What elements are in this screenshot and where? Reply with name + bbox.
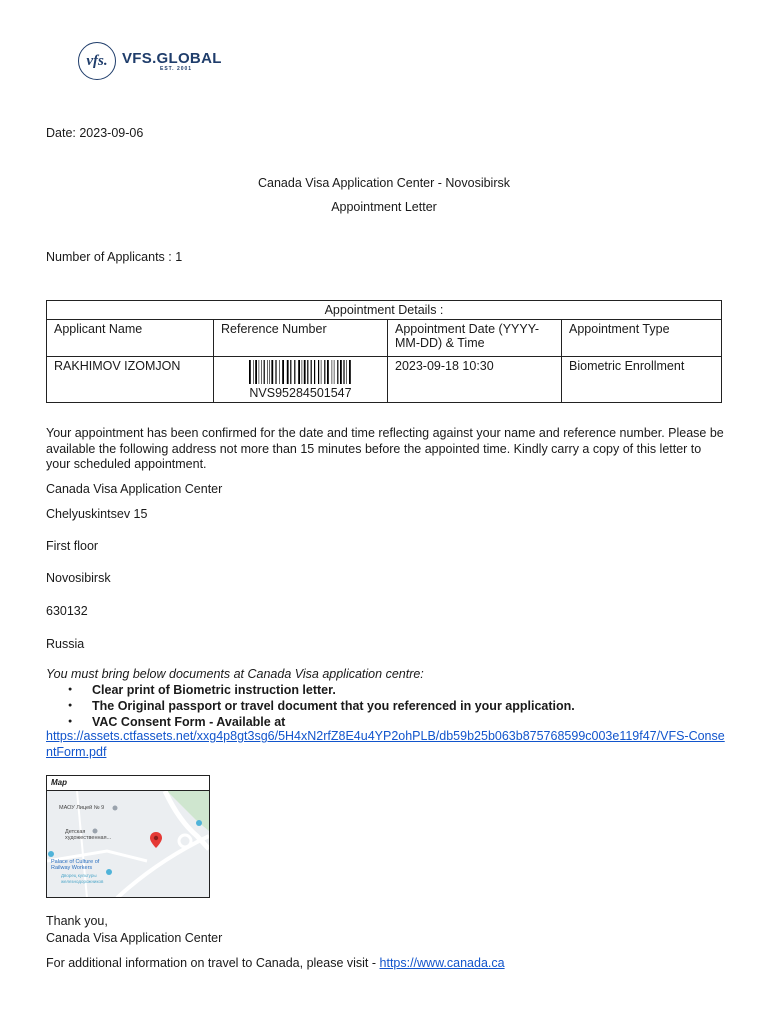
list-item: ● VAC Consent Form - Available at (46, 714, 726, 730)
footer-line (46, 956, 505, 970)
vfs-logo-name: VFS.GLOBAL (122, 50, 222, 67)
header-reference-number: Reference Number (214, 320, 388, 357)
center-title: Canada Visa Application Center - Novosibirsk (258, 176, 510, 190)
consent-form-link[interactable]: https://assets.ctfassets.net/xxg4p8gt3sg6/5H4xN2rfZ8E4u4YP2ohPLB/db59b25b063b875768599c003e119f47/VFS-ConsentForm.pdf (46, 729, 725, 759)
closing-thanks: Thank you, (46, 914, 108, 928)
canada-link[interactable]: https://www.canada.ca (379, 956, 505, 970)
appointment-table (46, 300, 722, 403)
map-place-label: Детская художественная... (65, 829, 112, 841)
address-street: Chelyuskintsev 15 (46, 507, 148, 521)
letter-title: Appointment Letter (331, 200, 437, 214)
documents-list-container (46, 682, 726, 730)
table-caption: Appointment Details : (47, 301, 722, 320)
address-postal: 630132 (46, 604, 88, 618)
location-map[interactable] (46, 775, 210, 898)
vfs-global-logo (78, 42, 222, 80)
consent-form-link-container (46, 729, 726, 760)
address-name: Canada Visa Application Center (46, 482, 223, 496)
map-place-label: Palace of Culture of Railway Workers (51, 859, 100, 871)
map-pin-icon (149, 831, 163, 849)
barcode-icon (249, 360, 353, 384)
cell-appointment-type: Biometric Enrollment (562, 357, 722, 403)
vfs-logo-est: EST. 2001 (160, 66, 193, 72)
cell-applicant-name: RAKHIMOV IZOMJON (47, 357, 214, 403)
footer-text: For additional information on travel to Canada, please visit - (46, 956, 380, 970)
map-place-label: Дворец культуры железнодорожников (61, 873, 104, 884)
vfs-logo-mark: vfs. (78, 42, 116, 80)
table-header-row (47, 320, 722, 357)
closing-signature: Canada Visa Application Center (46, 931, 223, 945)
map-header: Map (47, 776, 209, 791)
header-appointment-date: Appointment Date (YYYY-MM-DD) & Time (388, 320, 562, 357)
cell-appointment-datetime: 2023-09-18 10:30 (388, 357, 562, 403)
list-item: ● Clear print of Biometric instruction letter. (46, 682, 726, 698)
address-city: Novosibirsk (46, 571, 111, 585)
documents-intro: You must bring below documents at Canada Visa application centre: (46, 667, 424, 681)
header-applicant-name: Applicant Name (47, 320, 214, 357)
table-row (47, 357, 722, 403)
reference-number-text: NVS95284501547 (249, 386, 352, 400)
letter-date: Date: 2023-09-06 (46, 126, 144, 140)
map-place-label: МАОУ Лицей № 9 (59, 805, 105, 811)
header-appointment-type: Appointment Type (562, 320, 722, 357)
applicants-count: Number of Applicants : 1 (46, 250, 183, 264)
address-country: Russia (46, 637, 85, 651)
map-body[interactable] (47, 791, 209, 898)
documents-list (46, 682, 726, 730)
address-floor: First floor (46, 539, 99, 553)
cell-reference-number (214, 357, 388, 403)
confirmation-paragraph: Your appointment has been confirmed for the date and time reflecting against your name and reference number. Please be available the following address not more than 15 minutes before the appointed time. Kindly carry a copy of this letter to your scheduled appointment. (46, 426, 724, 471)
list-item: ● The Original passport or travel document that you referenced in your application. (46, 698, 726, 714)
